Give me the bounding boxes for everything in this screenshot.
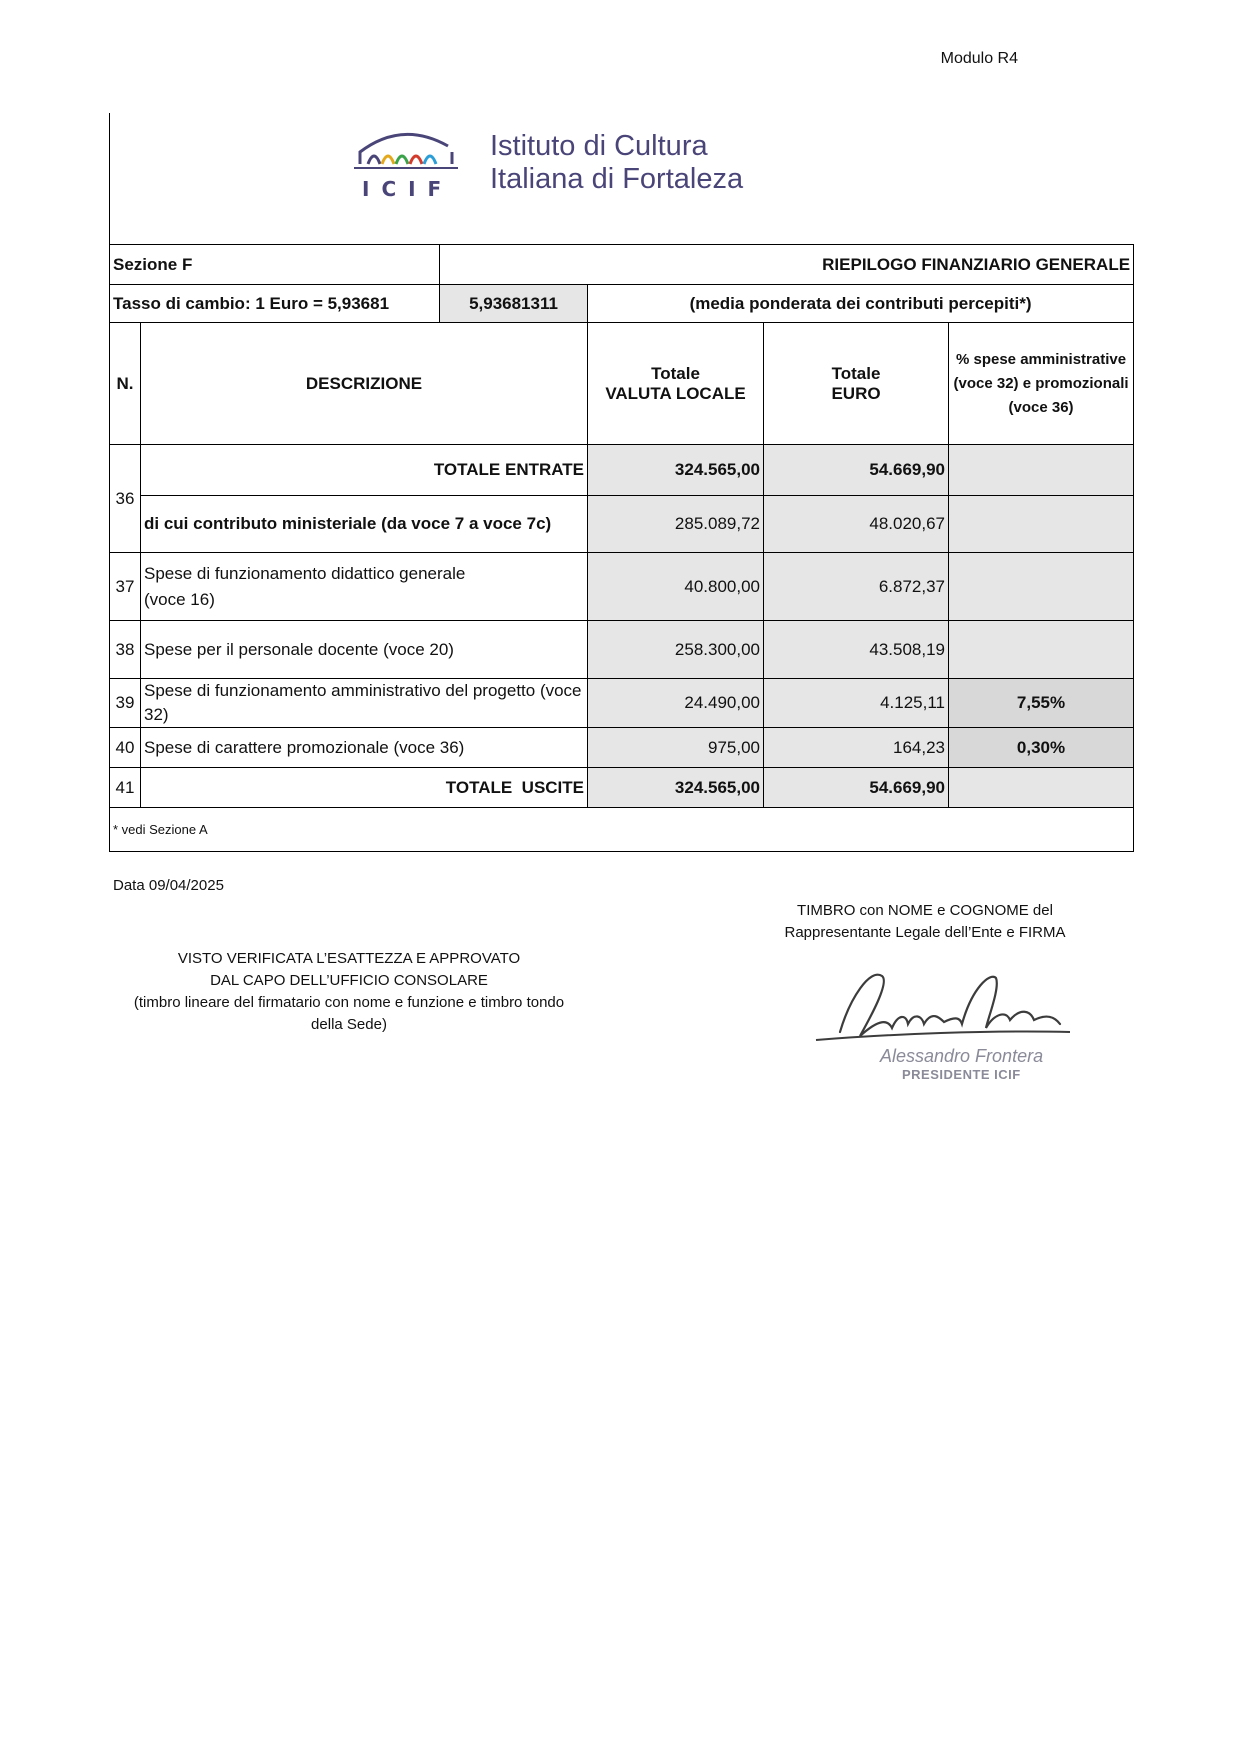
row-valuta: 285.089,72 [588, 496, 764, 553]
financial-summary-table [109, 244, 1134, 852]
institute-name-line2: Italiana di Fortaleza [490, 163, 744, 195]
consular-approval-block [112, 948, 586, 1036]
row-number: 36 [110, 445, 141, 553]
col-header-euro-line2: EURO [831, 383, 881, 403]
row-valuta: 975,00 [588, 728, 764, 768]
footnote: * vedi Sezione A [110, 808, 1134, 852]
col-header-n: N. [110, 323, 141, 445]
row-percent [949, 768, 1134, 808]
section-title: RIEPILOGO FINANZIARIO GENERALE [440, 245, 1134, 285]
row-valuta: 24.490,00 [588, 679, 764, 728]
institute-name-line1: Istituto di Cultura [490, 130, 708, 162]
col-header-valuta-line1: Totale [651, 363, 700, 383]
row-number: 37 [110, 553, 141, 621]
row-valuta: 40.800,00 [588, 553, 764, 621]
signer-name: Alessandro Frontera [880, 1046, 1044, 1066]
consular-approval-line: (timbro lineare del firmatario con nome e funzione e timbro tondo [133, 994, 565, 1011]
row-percent [949, 445, 1134, 496]
col-header-descrizione: DESCRIZIONE [141, 323, 588, 445]
row-number: 38 [110, 621, 141, 679]
exchange-rate-note: (media ponderata dei contributi percepiti*) [588, 285, 1134, 323]
consular-approval-line: DAL CAPO DELL’UFFICIO CONSOLARE [210, 972, 488, 989]
row-euro: 164,23 [764, 728, 949, 768]
row-euro: 54.669,90 [764, 768, 949, 808]
row-percent: 0,30% [949, 728, 1134, 768]
institute-name [490, 130, 743, 196]
logo-acronym: ICIF [362, 177, 454, 201]
row-euro: 43.508,19 [764, 621, 949, 679]
col-header-valuta [588, 323, 764, 445]
legal-representative-block [730, 900, 1120, 944]
row-valuta: 258.300,00 [588, 621, 764, 679]
row-euro: 4.125,11 [764, 679, 949, 728]
row-number: 39 [110, 679, 141, 728]
col-header-percent: % spese amministrative (voce 32) e promozionali (voce 36) [949, 323, 1134, 445]
row-euro: 48.020,67 [764, 496, 949, 553]
row-percent [949, 496, 1134, 553]
row-description: TOTALE USCITE [141, 768, 588, 808]
signer-title: PRESIDENTE ICIF [902, 1067, 1021, 1082]
row-percent [949, 621, 1134, 679]
left-border-line [109, 113, 110, 245]
row-description-text: Spese di funzionamento didattico generale (voce 16) [144, 563, 466, 609]
row-description: TOTALE ENTRATE [141, 445, 588, 496]
row-percent [949, 553, 1134, 621]
col-header-euro [764, 323, 949, 445]
col-header-euro-line1: Totale [831, 363, 881, 383]
consular-approval-line: della Sede) [311, 1016, 387, 1033]
row-valuta: 324.565,00 [588, 768, 764, 808]
row-description: di cui contributo ministeriale (da voce 7 a voce 7c) [141, 496, 588, 553]
row-percent: 7,55% [949, 679, 1134, 728]
document-date: Data 09/04/2025 [113, 877, 224, 894]
row-number: 40 [110, 728, 141, 768]
row-euro: 6.872,37 [764, 553, 949, 621]
row-description [141, 679, 588, 728]
row-description-text: Spese di funzionamento amministrativo del progetto (voce 32) [144, 681, 582, 724]
consular-approval-line: VISTO VERIFICATA L’ESATTEZZA E APPROVATO [177, 950, 521, 967]
col-header-valuta-line2: VALUTA LOCALE [605, 383, 746, 403]
row-valuta: 324.565,00 [588, 445, 764, 496]
row-description: Spese di carattere promozionale (voce 36) [141, 728, 588, 768]
row-number: 41 [110, 768, 141, 808]
exchange-rate-label: Tasso di cambio: 1 Euro = 5,93681 [110, 285, 440, 323]
form-code: Modulo R4 [940, 50, 1018, 67]
row-description: Spese per il personale docente (voce 20) [141, 621, 588, 679]
exchange-rate-value: 5,93681311 [440, 285, 588, 323]
row-description [141, 553, 588, 621]
row-euro: 54.669,90 [764, 445, 949, 496]
legal-representative-line: Rappresentante Legale dell’Ente e FIRMA [784, 924, 1066, 941]
legal-representative-line: TIMBRO con NOME e COGNOME del [797, 902, 1053, 919]
section-label: Sezione F [110, 245, 440, 285]
